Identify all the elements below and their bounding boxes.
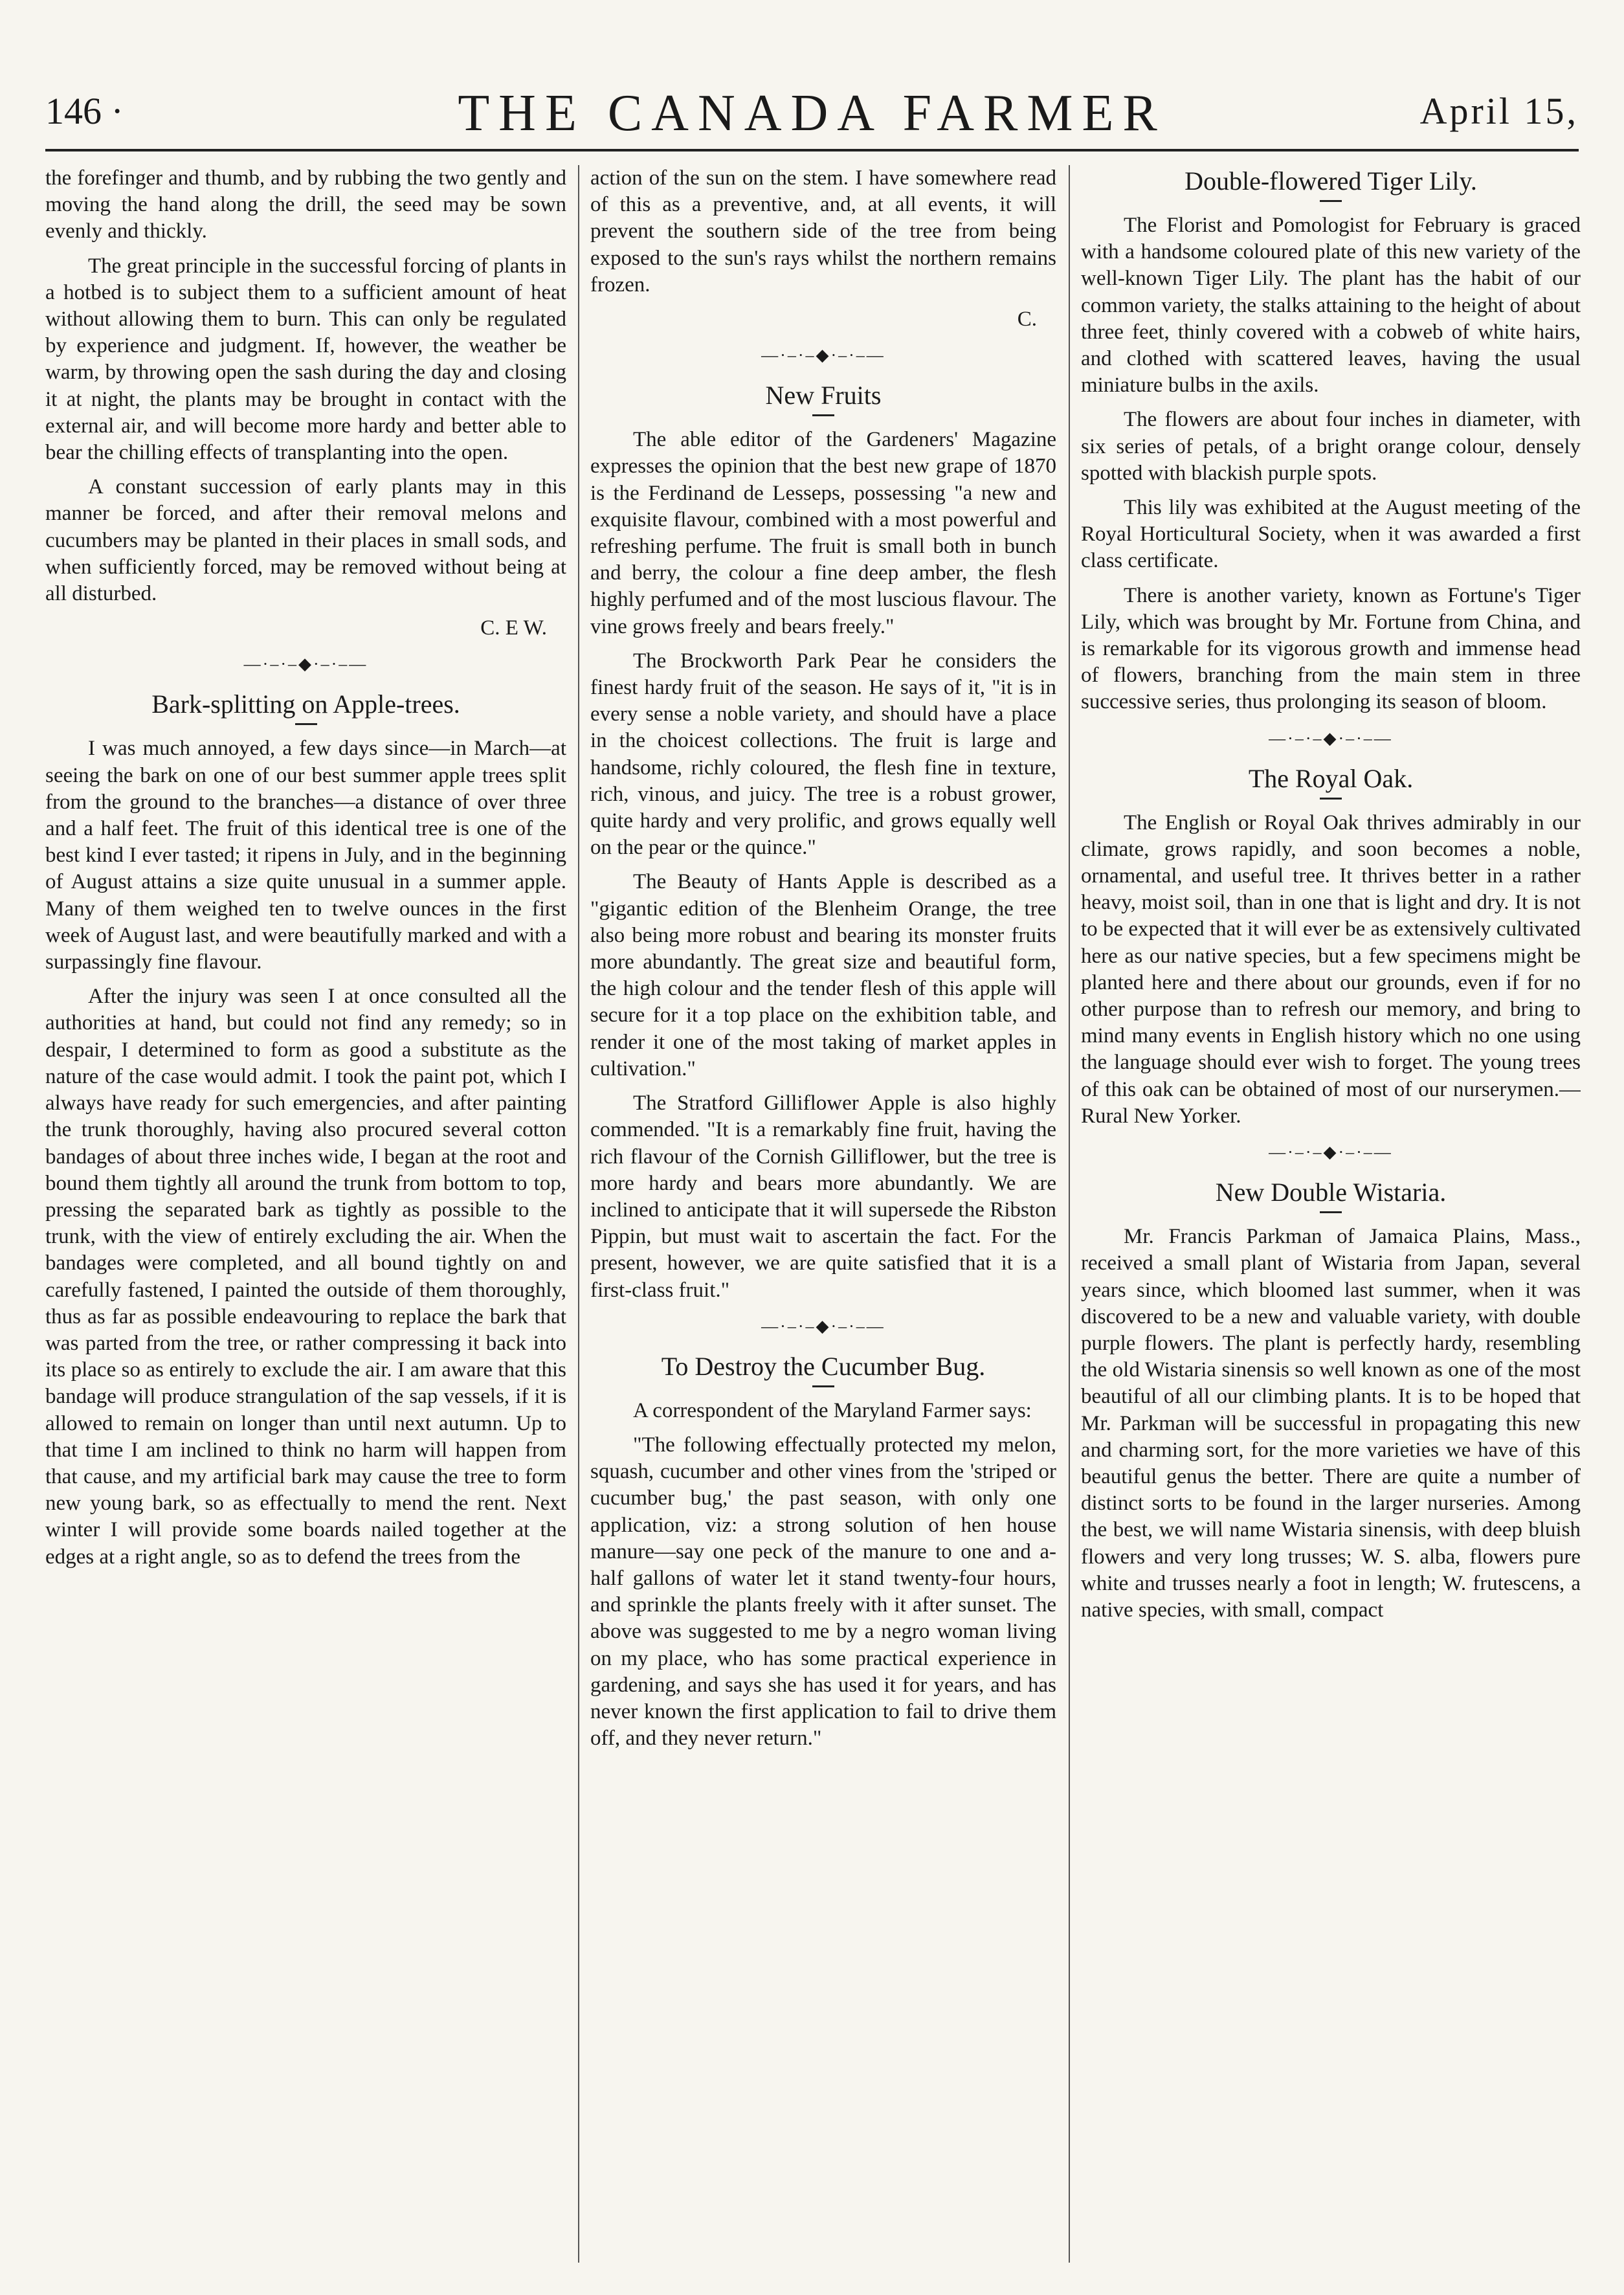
heading-dash xyxy=(1320,1211,1342,1213)
heading-dash xyxy=(295,723,317,725)
paragraph: The Brockworth Park Pear he considers the finest hardy fruit of the season. He says of it, "it is in every sense a noble variety, and should have a place in the choicest collections. The fruit is large and handsome, richly coloured, the flesh fine in texture, rich, vinous, and juicy. The tree is a robust grower, quite hardy and very prolific, and grows equally well on the pear or the quince." xyxy=(590,649,1056,860)
issue-date: April 15, xyxy=(1419,90,1579,132)
article-heading-cucumber-bug: To Destroy the Cucumber Bug. xyxy=(661,1351,986,1381)
paragraph: The Beauty of Hants Apple is described as a "gigantic edition of the Blenheim Orange, the tree also being more robust and bearing its monster fruits more abundantly. The great size and beautiful form, the high colour and the tender flesh of this apple will secure for it a top place on the exhibition table, and render it one of the most taking of market apples in cultivation." xyxy=(590,870,1056,1080)
paragraph: There is another variety, known as Fortune's Tiger Lily, which was brought by Mr. Fortune from China, and is remarkable for its vigorous growth and immense head of flowers, branching from the main stem in three successive series, thus prolonging its season of bloom. xyxy=(1081,583,1581,714)
section-ornament: —·–·–◆·–·–— xyxy=(1269,1143,1393,1162)
paragraph: the forefinger and thumb, and by rubbing the two gently and moving the hand along the drill, the seed may be sown evenly and thickly. xyxy=(45,166,566,243)
newspaper-title: THE CANADA FARMER xyxy=(458,85,1166,142)
column-3 xyxy=(1081,165,1581,2263)
author-signature: C. E W. xyxy=(480,616,547,640)
column-rule xyxy=(1069,165,1070,2263)
paragraph: The able editor of the Gardeners' Magazine expresses the opinion that the best new grape of 1870 is the Ferdinand de Lesseps, possessing "a new and exquisite flavour, combined with a most powerful and refreshing perfume. The fruit is small both in bunch and berry, the colour a fine deep amber, the flesh highly perfumed and of the most luscious flavour. The vine grows freely and bears freely." xyxy=(590,428,1056,638)
paragraph: "The following effectually protected my melon, squash, cucumber and other vines from the 'striped or cucumber bug,' the past season, with only one application, viz: a strong solution of hen house manure—say one peck of the manure to one and a-half gallons of water let it stand twenty-four hours, and sprinkle the plants freely with it after sunset. The above was suggested to me by a negro woman living on my place, who has some practical experience in gardening, and says she has used it for years, and has never known the first application to fail to drive them off, and they never return." xyxy=(590,1433,1056,1751)
article-heading-new-fruits: New Fruits xyxy=(765,381,882,410)
masthead xyxy=(45,84,1579,151)
column-2 xyxy=(590,165,1056,2263)
article-heading-royal-oak: The Royal Oak. xyxy=(1248,763,1414,793)
section-ornament: —·–·–◆·–·–— xyxy=(761,346,885,365)
paragraph: The flowers are about four inches in diameter, with six series of petals, of a bright orange colour, densely spotted with blackish purple spots. xyxy=(1081,408,1581,485)
heading-dash xyxy=(1320,798,1342,800)
article-heading-tiger-lily: Double-flowered Tiger Lily. xyxy=(1185,166,1477,196)
column-rule xyxy=(578,165,579,2263)
heading-dash xyxy=(812,1385,834,1387)
paragraph: The Stratford Gilliflower Apple is also highly commended. "It is a remarkably fine fruit, having the rich flavour of the Cornish Gilliflower, but the tree is more hardy and bears more abundantly. We are inclined to anticipate that it will supersede the Ribston Pippin, but must wait to ascertain the fact. For the present, however, we are quite satisfied that it is a first-class fruit." xyxy=(590,1092,1056,1302)
article-heading-bark-splitting: Bark-splitting on Apple-trees. xyxy=(151,689,460,719)
column-1 xyxy=(45,165,566,2263)
paragraph: action of the sun on the stem. I have somewhere read of this as a preventive, and, at all events, it will prevent the southern side of the tree from being exposed to the sun's rays whilst the northern remains frozen. xyxy=(590,166,1056,297)
section-ornament: —·–·–◆·–·–— xyxy=(761,1316,885,1336)
article-heading-wistaria: New Double Wistaria. xyxy=(1215,1178,1447,1207)
paragraph: Mr. Francis Parkman of Jamaica Plains, Mass., received a small plant of Wistaria from Japan, several years since, which bloomed last summer, when it was discovered to be a new and valuable variety, with double purple flowers. The plant is perfectly hardy, resembling the old Wistaria sinensis so well known as one of the most beautiful of all our climbing plants. It is to be hoped that Mr. Parkman will be successful in propagating this new and charming sort, for the more varieties we have of this beautiful genus the better. There are quite a number of distinct sorts to be found in the larger nurseries. Among the best, we will name Wistaria sinensis, with deep bluish flowers and very long trusses; W. S. alba, flowers pure white and trusses nearly a foot in length; W. frutescens, a native species, with small, compact xyxy=(1081,1225,1581,1622)
paragraph: I was much annoyed, a few days since—in March—at seeing the bark on one of our best summer apple trees split from the ground to the branches—a distance of over three and a half feet. The fruit of this identical tree is one of the best kind I ever tasted; it ripens in July, and in the beginning of August attains a size quite unusual in a summer apple. Many of them weighed ten to twelve ounces in the first week of August last, and were beautifully marked and with a surpassingly fine flavour. xyxy=(45,737,566,974)
author-signature: C. xyxy=(1017,308,1037,331)
paragraph: This lily was exhibited at the August meeting of the Royal Horticultural Society, when it was awarded a first class certificate. xyxy=(1081,496,1581,573)
section-ornament: —·–·–◆·–·–— xyxy=(243,655,368,674)
paragraph: The English or Royal Oak thrives admirably in our climate, grows rapidly, and soon becomes a noble, ornamental, and useful tree. It thrives better in a rather heavy, moist soil, than in one that is light and dry. It is not to be expected that it will ever be as extensively cultivated here as our native species, but a few specimens might be planted here and there about our grounds, even if for no other purpose than to refresh our memory, and bring to mind many events in English history which no one using the language should ever wish to forget. The young trees of this oak can be obtained of most of our nurserymen.—Rural New Yorker. xyxy=(1081,811,1581,1128)
paragraph: The Florist and Pomologist for February is graced with a handsome coloured plate of this new variety of the well-known Tiger Lily. The plant has the habit of our common variety, the stalks attaining to the height of about three feet, thinly covered with a cobweb of white hairs, and clothed with scattered leaves, having the usual miniature bulbs in the axils. xyxy=(1081,214,1581,397)
paragraph: A constant succession of early plants may in this manner be forced, and after their removal melons and cucumbers may be planted in their places in small sods, and when sufficiently forced, may be removed without being at all disturbed. xyxy=(45,475,566,606)
heading-dash xyxy=(812,414,834,416)
paragraph: After the injury was seen I at once consulted all the authorities at hand, but could not find any remedy; so in despair, I determined to form as good a substitute as the nature of the case would admit. I took the paint pot, which I always have ready for such emergencies, and after painting the trunk thoroughly, having also procured several cotton bandages of about three inches wide, I began at the root and bound them tightly all around the trunk from bottom to top, pressing the separated bark as tightly as possible to the trunk, with the view of entirely excluding the air. When the bandages were completed, and all bound tightly on and carefully fastened, I painted the outside of them thoroughly, thus as far as possible endeavouring to replace the bark that was parted from the tree, or rather compressing it back into its place so as entirely to exclude the air. I am aware that this bandage will produce strangulation of the sap vessels, if it is allowed to remain on longer than until next autumn. Up to that time I am inclined to think no harm will happen from that cause, and my artificial bark may cause the tree to form new young bark, so as effectually to mend the rent. Next winter I will provide some boards nailed together at the edges at a right angle, so as to defend the trees from the xyxy=(45,985,566,1569)
section-ornament: —·–·–◆·–·–— xyxy=(1269,728,1393,748)
paragraph: A correspondent of the Maryland Farmer says: xyxy=(633,1398,1032,1422)
page-number: 146 · xyxy=(45,90,124,132)
paragraph: The great principle in the successful forcing of plants in a hotbed is to subject them to a sufficient amount of heat without allowing them to burn. This can only be regulated by experience and judgment. If, however, the weather be warm, by throwing open the sash during the day and closing it at night, the plants may be brought in contact with the external air, and will become more hardy and better able to bear the chilling effects of transplanting into the open. xyxy=(45,254,566,465)
heading-dash xyxy=(1320,200,1342,202)
